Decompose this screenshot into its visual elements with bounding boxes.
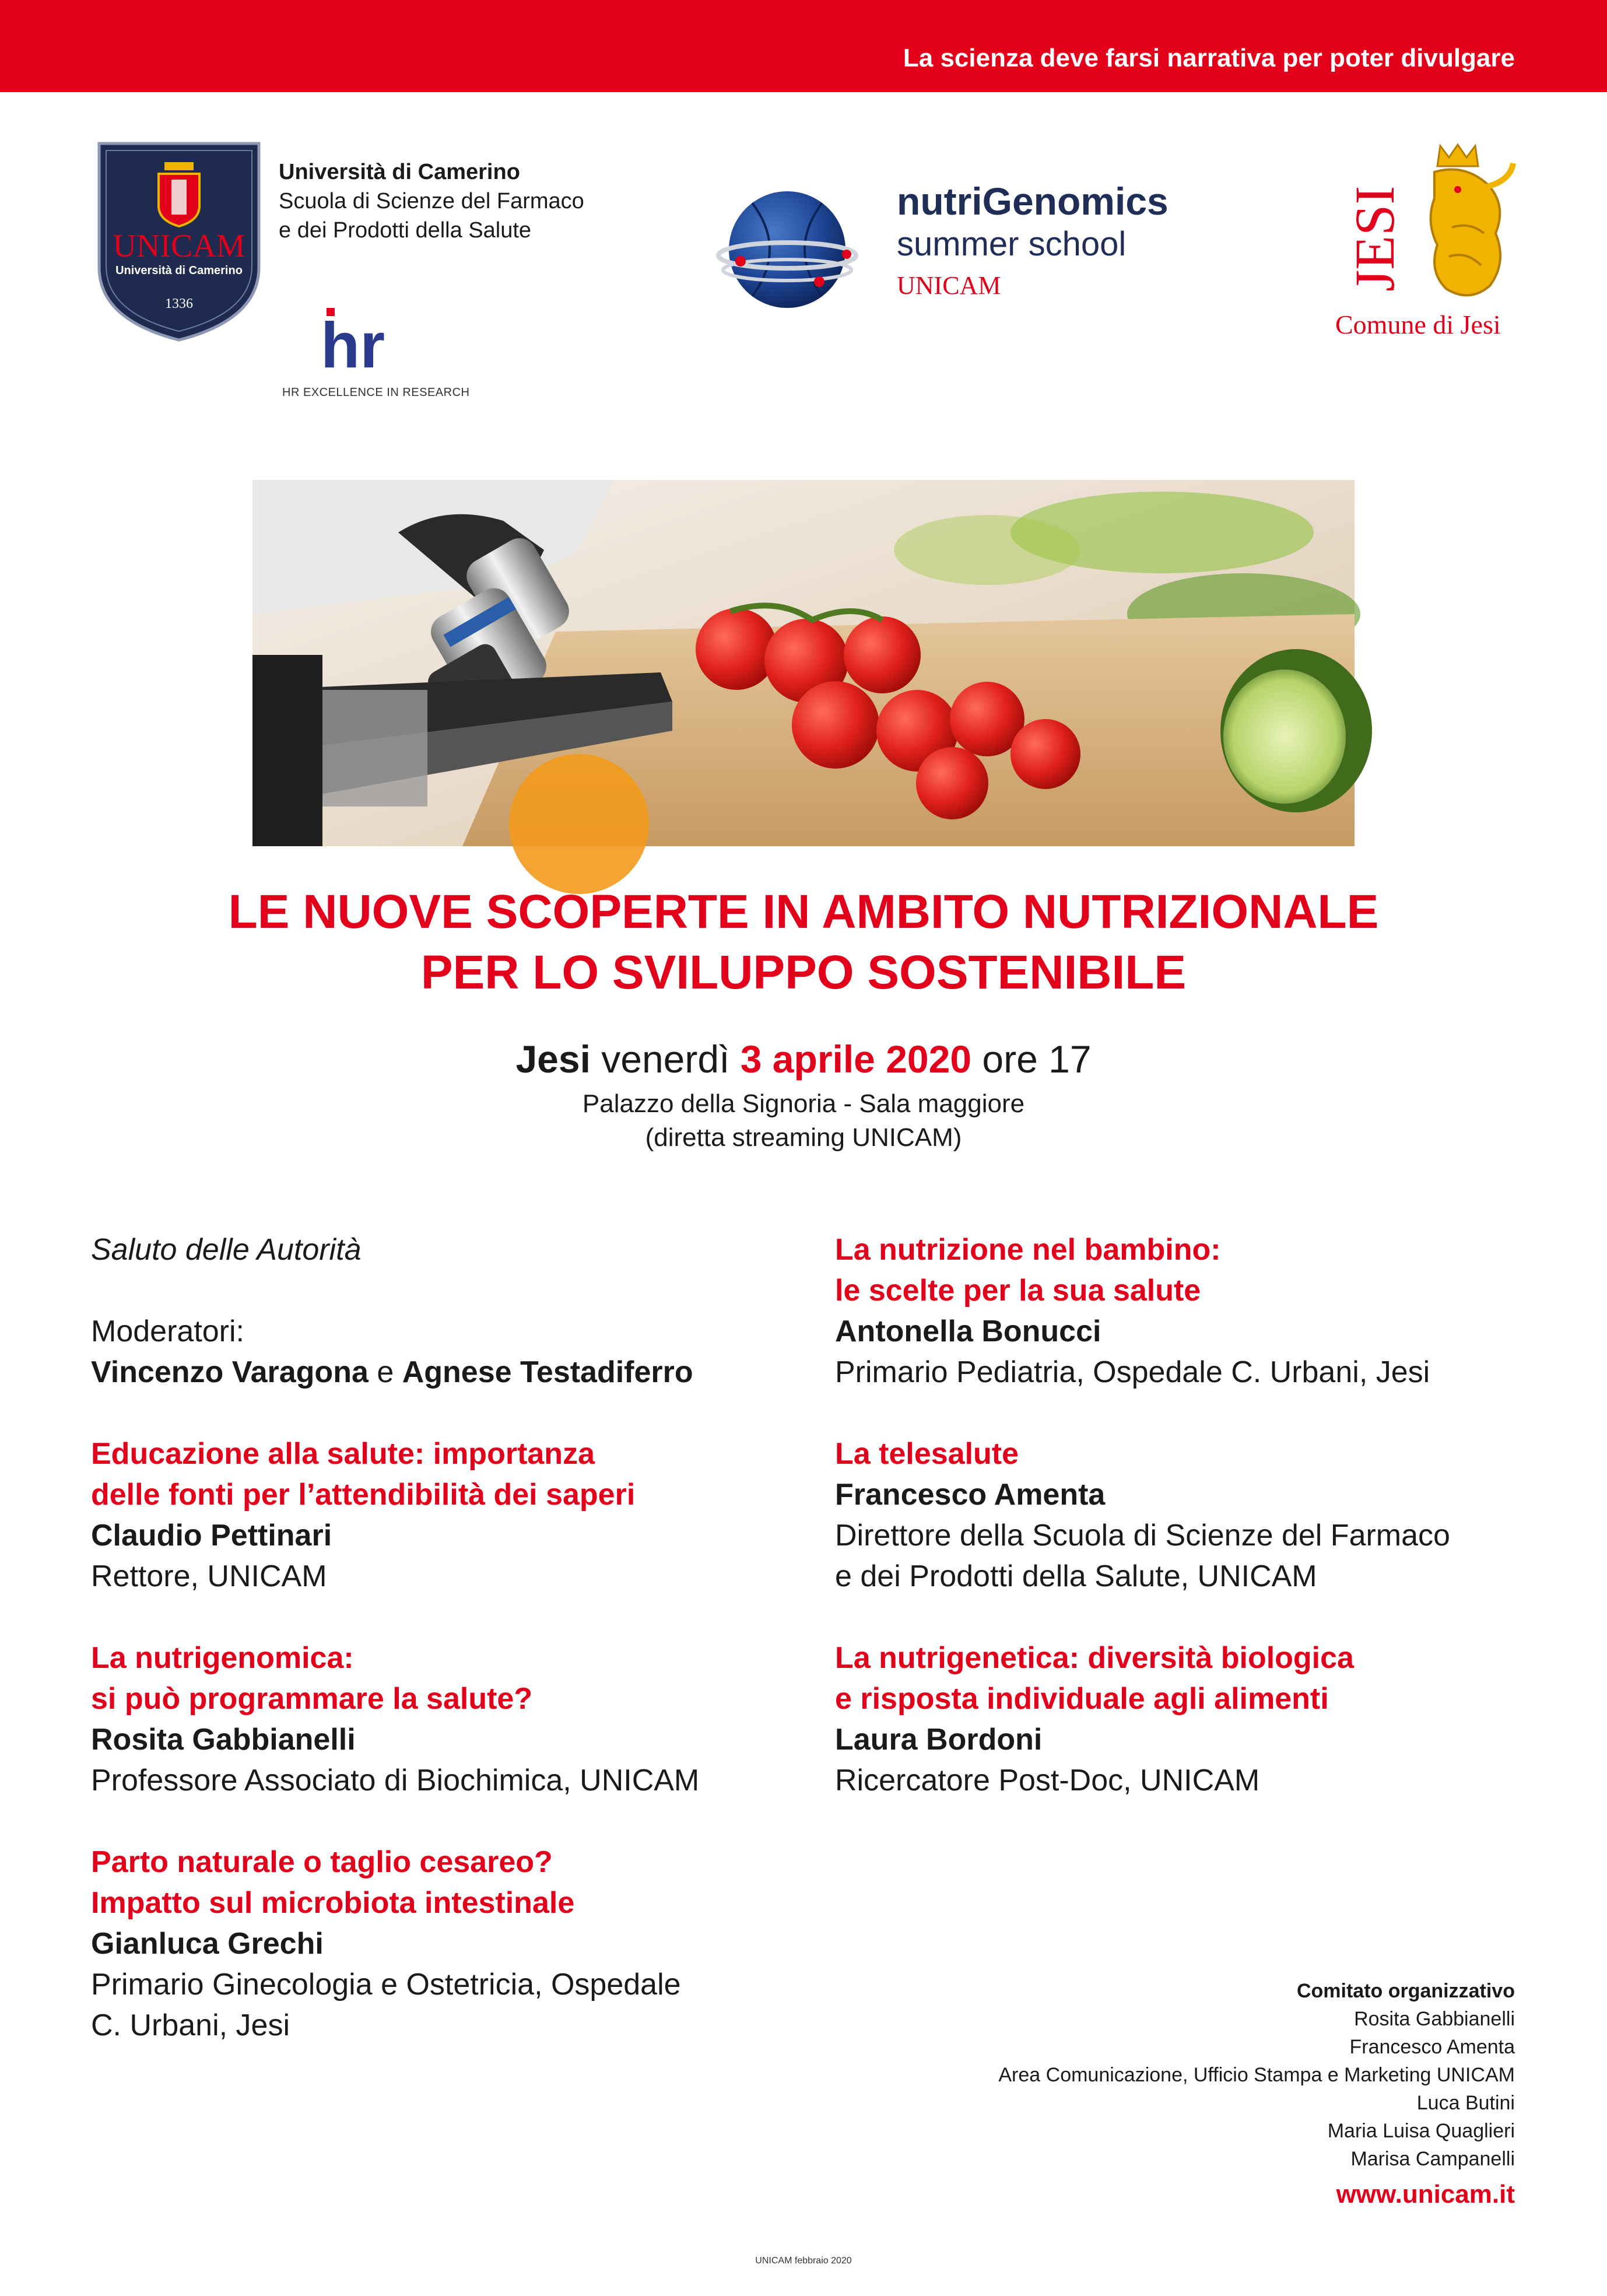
talk-title-line1: La nutrigenomica: — [91, 1641, 354, 1675]
event-weekday: venerdì — [601, 1037, 730, 1081]
event-title-line2: PER LO SVILUPPO SOSTENIBILE — [420, 946, 1187, 999]
moderators-label: Moderatori: — [91, 1314, 244, 1348]
talk-title-line2: Impatto sul microbiota intestinale — [91, 1886, 575, 1920]
moderator-1: Vincenzo Varagona — [91, 1355, 369, 1389]
talk-title-line1: La nutrigenetica: diversità biologica — [835, 1641, 1354, 1675]
moderators-names — [91, 1352, 791, 1393]
committee-member: Francesco Amenta — [1349, 2036, 1515, 2058]
event-venue — [0, 1087, 1607, 1155]
event-time: ore 17 — [982, 1037, 1092, 1081]
unicam-school-line2: e dei Prodotti della Salute — [279, 218, 532, 243]
hr-caption: HR EXCELLENCE IN RESEARCH — [282, 386, 470, 399]
hr-mark: hr — [321, 310, 385, 381]
program-left-column — [91, 1229, 791, 2087]
committee-member: Luca Butini — [1416, 2092, 1515, 2114]
talk-role: Rettore, UNICAM — [91, 1559, 327, 1593]
nutrigenomics-subtitle: summer school — [897, 225, 1127, 263]
committee-member: Rosita Gabbianelli — [1354, 2008, 1515, 2030]
event-title-line1: LE NUOVE SCOPERTE IN AMBITO NUTRIZIONALE — [228, 885, 1379, 938]
talk-block — [91, 1433, 791, 1597]
nutrigenomics-title: nutriGenomics — [897, 180, 1169, 223]
program-right-column — [835, 1229, 1564, 1842]
organizing-committee — [998, 1977, 1515, 2213]
talk-role: Primario Pediatria, Ospedale C. Urbani, Jesi — [835, 1355, 1430, 1389]
committee-member: Maria Luisa Quaglieri — [1327, 2120, 1515, 2142]
talk-title-line2: le scelte per la sua salute — [835, 1274, 1201, 1308]
talk-block — [835, 1638, 1564, 1801]
unicam-shield-year: 1336 — [165, 296, 193, 311]
welcome-authorities: Saluto delle Autorità — [91, 1233, 362, 1267]
website-link[interactable]: www.unicam.it — [1336, 2180, 1515, 2209]
event-title — [0, 882, 1607, 1003]
talk-role-line2: e dei Prodotti della Salute, UNICAM — [835, 1559, 1317, 1593]
banner-tagline: La scienza deve farsi narrativa per poter divulgare — [903, 44, 1515, 72]
nutrigenomics-org: UNICAM — [897, 271, 1001, 300]
talk-title-line1: La nutrizione nel bambino: — [835, 1233, 1221, 1267]
unicam-shield-sub: Università di Camerino — [115, 264, 243, 277]
talk-title-line1: La telesalute — [835, 1437, 1019, 1471]
talk-speaker: Francesco Amenta — [835, 1478, 1106, 1512]
talk-speaker: Rosita Gabbianelli — [91, 1723, 356, 1757]
microscope-vegetables-photo — [252, 480, 1355, 846]
talk-speaker: Claudio Pettinari — [91, 1519, 332, 1552]
talk-role: Direttore della Scuola di Scienze del Farmaco — [835, 1519, 1450, 1552]
event-date-line — [0, 1036, 1607, 1082]
talk-role: Professore Associato di Biochimica, UNICAM — [91, 1764, 700, 1797]
unicam-shield-logo — [94, 139, 264, 343]
talk-block — [835, 1433, 1564, 1597]
unicam-school-line1: Scuola di Scienze del Farmaco — [279, 189, 584, 213]
committee-heading: Comitato organizzativo — [1296, 1980, 1515, 2002]
unicam-shield-name: UNICAM — [113, 228, 245, 264]
talk-block — [91, 1842, 791, 2046]
jesi-caption: Comune di Jesi — [1335, 310, 1501, 339]
top-banner — [0, 0, 1607, 92]
nutrigenomics-text — [897, 178, 1169, 303]
talk-block — [835, 1229, 1564, 1393]
talk-speaker: Antonella Bonucci — [835, 1314, 1101, 1348]
unicam-university: Università di Camerino — [279, 160, 520, 184]
footer-note: UNICAM febbraio 2020 — [755, 2256, 852, 2266]
talk-speaker: Gianluca Grechi — [91, 1927, 324, 1961]
event-city: Jesi — [515, 1037, 591, 1081]
talk-role: Primario Ginecologia e Ostetricia, Ospedale — [91, 1968, 681, 2001]
talk-role: Ricercatore Post-Doc, UNICAM — [835, 1764, 1260, 1797]
talk-block — [91, 1638, 791, 1801]
moderator-2: Agnese Testadiferro — [402, 1355, 693, 1389]
talk-title-line2: e risposta individuale agli alimenti — [835, 1682, 1329, 1716]
committee-member: Area Comunicazione, Ufficio Stampa e Marketing UNICAM — [998, 2064, 1515, 2086]
talk-title-line1: Parto naturale o taglio cesareo? — [91, 1845, 553, 1879]
talk-title-line1: Educazione alla salute: importanza — [91, 1437, 595, 1471]
moderators-block — [91, 1311, 791, 1393]
committee-member: Marisa Campanelli — [1350, 2148, 1515, 2170]
talk-title-line2: si può programmare la salute? — [91, 1682, 533, 1716]
talk-speaker: Laura Bordoni — [835, 1723, 1043, 1757]
unicam-school-text — [279, 157, 584, 245]
event-date: 3 aprile 2020 — [740, 1037, 972, 1081]
venue-name: Palazzo della Signoria - Sala maggiore — [582, 1089, 1025, 1118]
venue-streaming: (diretta streaming UNICAM) — [645, 1123, 962, 1152]
nutrigenomics-globe-icon — [717, 185, 857, 314]
talk-title-line2: delle fonti per l’attendibilità dei saperi — [91, 1478, 636, 1512]
talk-role-line2: C. Urbani, Jesi — [91, 2008, 290, 2042]
moderators-and: e — [377, 1355, 394, 1389]
jesi-mark: JESI — [1343, 185, 1406, 292]
